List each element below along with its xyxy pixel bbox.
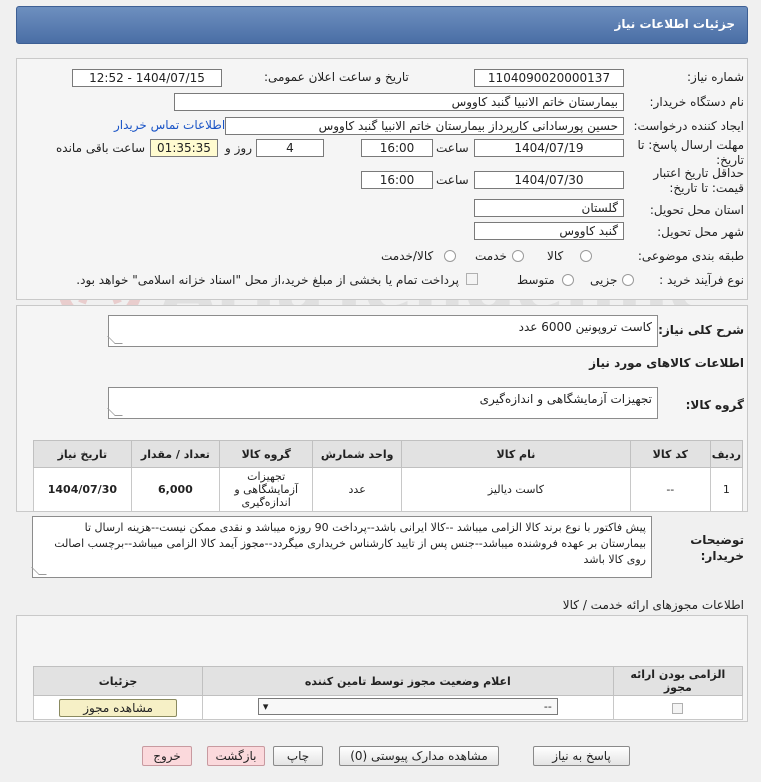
permits-table xyxy=(33,666,743,720)
permit-status-value: -- xyxy=(543,699,552,713)
col-header-group: گروه کالا xyxy=(220,441,313,468)
goods-group-textarea[interactable] xyxy=(108,387,658,419)
resize-handle[interactable] xyxy=(31,567,47,575)
buyer-notes-textarea[interactable] xyxy=(32,516,652,578)
table-row xyxy=(34,696,743,720)
permit-header-required: الزامی بودن ارائه مجوز xyxy=(613,667,742,696)
city-field[interactable]: گنبد کاووس xyxy=(474,222,624,240)
reply-button[interactable]: پاسخ به نیاز xyxy=(533,746,630,766)
deadline-date-field[interactable]: 1404/07/19 xyxy=(474,139,624,157)
resize-handle[interactable] xyxy=(107,408,123,416)
buyer-org-label: نام دستگاه خریدار: xyxy=(649,95,744,109)
attachments-button[interactable]: مشاهده مدارک پیوستی (0) xyxy=(339,746,499,766)
creator-field[interactable]: حسین پورسادانی کارپرداز بیمارستان خاتم الانبیا گنبد کاووس xyxy=(225,117,624,135)
days-label: روز و xyxy=(225,141,252,155)
view-permit-button[interactable]: مشاهده مجوز xyxy=(59,699,177,717)
category-both-label: کالا/خدمت xyxy=(381,249,434,263)
print-button[interactable]: چاپ xyxy=(273,746,323,766)
page-title: جزئیات اطلاعات نیاز xyxy=(614,17,735,31)
deadline-label: مهلت ارسال پاسخ: تا تاریخ: xyxy=(637,138,744,167)
announce-label: تاریخ و ساعت اعلان عمومی: xyxy=(264,70,409,84)
process-minor-radio[interactable] xyxy=(622,274,634,286)
buyer-notes-label: توضیحات خریدار: xyxy=(690,533,744,563)
page-header xyxy=(16,6,748,44)
back-button[interactable]: بازگشت xyxy=(207,746,265,766)
chevron-down-icon: ▾ xyxy=(262,699,269,713)
validity-time-label: ساعت xyxy=(436,173,469,187)
cell-name: کاست دیالیز xyxy=(402,468,631,512)
creator-label: ایجاد کننده درخواست: xyxy=(633,119,744,133)
deadline-time-label: ساعت xyxy=(436,141,469,155)
category-goods-label: کالا xyxy=(547,249,564,263)
col-header-qty: تعداد / مقدار xyxy=(131,441,219,468)
need-number-label: شماره نیاز: xyxy=(687,70,744,84)
buyer-notes-text: پیش فاکتور با نوع برند کالا الزامی میباشد --کالا ایرانی باشد--پرداخت 90 روزه میباشد و نقدی ممکن نیست--هزینه ارسال تا بیمارستان بر عهده فروشنده میباشد--جنس پس از تایید کارشناس خریداری میگردد--مجوز آیمد کالا الزامی میباشد--برچسب اصالت روی کالا باشد xyxy=(54,521,646,566)
deadline-time-field[interactable]: 16:00 xyxy=(361,139,433,157)
goods-section-title: اطلاعات کالاهای مورد نیاز xyxy=(589,356,744,370)
remaining-time-field: 01:35:35 xyxy=(150,139,218,157)
province-label: استان محل تحویل: xyxy=(649,203,744,217)
cell-unit: عدد xyxy=(313,468,402,512)
col-header-code: کد کالا xyxy=(630,441,710,468)
table-row[interactable] xyxy=(34,468,743,512)
col-header-name: نام کالا xyxy=(402,441,631,468)
permit-status-select[interactable] xyxy=(258,698,558,715)
permit-status-cell xyxy=(203,696,614,720)
validity-label: حداقل تاریخ اعتبار قیمت: تا تاریخ: xyxy=(653,166,744,195)
permit-details-cell xyxy=(34,696,203,720)
process-medium-radio[interactable] xyxy=(562,274,574,286)
process-label: نوع فرآیند خرید : xyxy=(659,273,744,287)
process-medium-label: متوسط xyxy=(517,273,555,287)
category-label: طبقه بندی موضوعی: xyxy=(637,249,744,263)
permit-header-details: جزئیات xyxy=(34,667,203,696)
cell-date: 1404/07/30 xyxy=(34,468,132,512)
treasury-payment-label: پرداخت تمام یا بخشی از مبلغ خرید،از محل "اسناد خزانه اسلامی" خواهد بود. xyxy=(76,273,459,287)
description-textarea[interactable] xyxy=(108,315,658,347)
description-label: شرح کلی نیاز: xyxy=(658,323,744,337)
col-header-date: تاریخ نیاز xyxy=(34,441,132,468)
resize-handle[interactable] xyxy=(107,336,123,344)
permit-required-cell xyxy=(613,696,742,720)
goods-group-label: گروه کالا: xyxy=(685,398,744,412)
need-number-field[interactable]: 1104090020000137 xyxy=(474,69,624,87)
col-header-unit: واحد شمارش xyxy=(313,441,402,468)
city-label: شهر محل تحویل: xyxy=(657,225,744,239)
cell-group: تجهیزات آزمایشگاهی و اندازه‌گیری xyxy=(220,468,313,512)
category-service-label: خدمت xyxy=(475,249,507,263)
category-service-radio[interactable] xyxy=(512,250,524,262)
col-header-row: ردیف xyxy=(710,441,742,468)
cell-row: 1 xyxy=(710,468,742,512)
province-field[interactable]: گلستان xyxy=(474,199,624,217)
description-text: کاست تروپونین 6000 عدد xyxy=(518,320,652,334)
treasury-payment-checkbox[interactable] xyxy=(466,273,478,285)
category-both-radio[interactable] xyxy=(444,250,456,262)
permit-header-status: اعلام وضعیت مجوز توسط تامین کننده xyxy=(203,667,614,696)
validity-time-field[interactable]: 16:00 xyxy=(361,171,433,189)
goods-table xyxy=(33,440,743,512)
process-minor-label: جزیی xyxy=(590,273,618,287)
permit-required-checkbox xyxy=(672,703,683,714)
category-goods-radio[interactable] xyxy=(580,250,592,262)
buyer-org-field[interactable]: بیمارستان خاتم الانبیا گنبد کاووس xyxy=(174,93,624,111)
days-field[interactable]: 4 xyxy=(256,139,324,157)
validity-date-field[interactable]: 1404/07/30 xyxy=(474,171,624,189)
cell-qty: 6,000 xyxy=(131,468,219,512)
announce-field[interactable]: 1404/07/15 - 12:52 xyxy=(72,69,222,87)
cell-code: -- xyxy=(630,468,710,512)
exit-button[interactable]: خروج xyxy=(142,746,192,766)
goods-group-text: تجهیزات آزمایشگاهی و اندازه‌گیری xyxy=(479,392,652,406)
permits-title: اطلاعات مجوزهای ارائه خدمت / کالا xyxy=(562,598,744,612)
buyer-contact-link[interactable]: اطلاعات تماس خریدار xyxy=(114,118,226,132)
remaining-label: ساعت باقی مانده xyxy=(56,141,146,155)
